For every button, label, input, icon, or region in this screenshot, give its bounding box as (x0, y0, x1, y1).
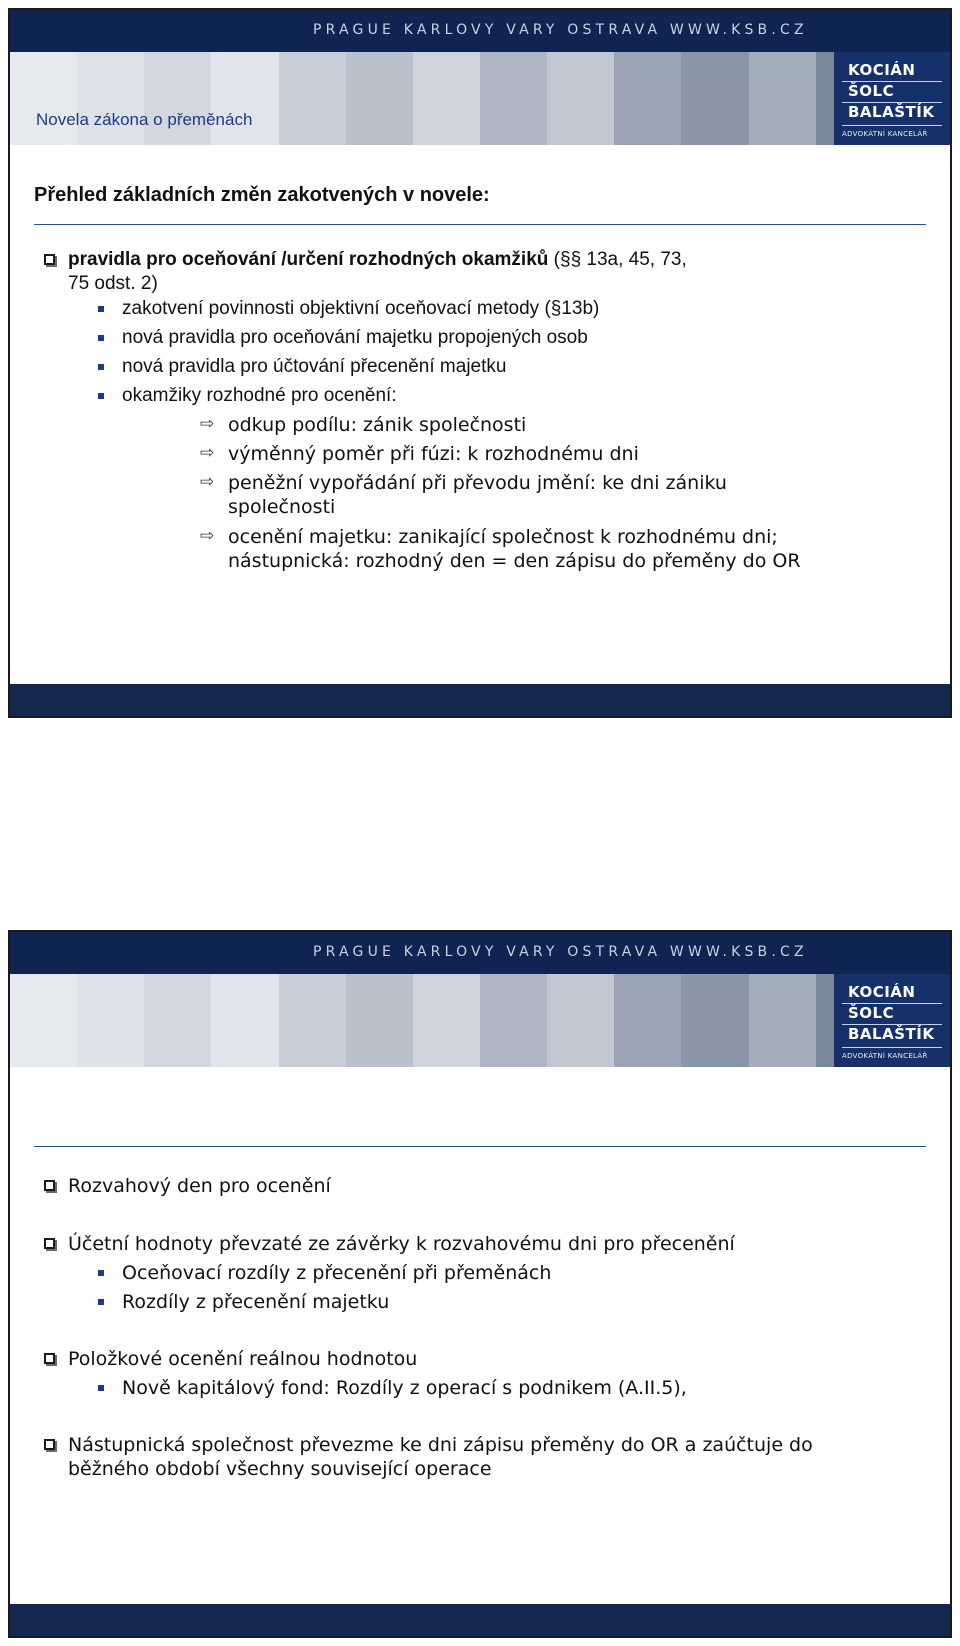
sub-item: nová pravidla pro účtování přecenění majetku (122, 356, 507, 377)
checkbox-bullet-icon (44, 1238, 55, 1249)
square-bullet-icon (98, 335, 104, 341)
logo-line-3: BALAŠTÍK (848, 103, 935, 121)
banner-stripes (10, 974, 950, 1067)
sub-item: Nově kapitálový fond: Rozdíly z operací s podnikem (A.II.5), (122, 1377, 687, 1399)
main-bullet-cont: 75 odst. 2) (68, 273, 158, 294)
checkbox-bullet-icon (44, 1439, 55, 1450)
sub-item: Rozdíly z přecenění majetku (122, 1291, 390, 1313)
header-banner (10, 932, 950, 1067)
arrow-bullet-icon: ⇨ (200, 472, 215, 492)
main-bullet-rest: (§§ 13a, 45, 73, (548, 249, 687, 270)
logo-divider (842, 125, 942, 126)
firm-logo (834, 974, 950, 1067)
top-bar (10, 10, 950, 52)
checkbox-bullet-icon (44, 1180, 55, 1191)
list-item-cont: běžného období všechny související operace (68, 1458, 492, 1480)
cities-text: PRAGUE KARLOVY VARY OSTRAVA WWW.KSB.CZ (313, 22, 808, 38)
square-bullet-icon (98, 1270, 104, 1276)
list-item: Položkové ocenění reálnou hodnotou (68, 1348, 418, 1370)
sub-item: nová pravidla pro oceňování majetku propojených osob (122, 327, 588, 348)
arrow-bullet-icon: ⇨ (200, 443, 215, 463)
list-item: Účetní hodnoty převzaté ze závěrky k rozvahovému dni pro přecenění (68, 1233, 735, 1255)
logo-line-2: ŠOLC (848, 82, 895, 100)
sub-item: zakotvení povinnosti objektivní oceňovací metody (§13b) (122, 298, 600, 319)
square-bullet-icon (98, 1385, 104, 1391)
list-item: Nástupnická společnost převezme ke dni zápisu přeměny do OR a zaúčtuje do (68, 1434, 813, 1456)
logo-subtitle: ADVOKÁTNÍ KANCELÁŘ (842, 130, 928, 138)
checkbox-bullet-icon (44, 1353, 55, 1364)
top-bar (10, 932, 950, 974)
arrow-bullet-icon: ⇨ (200, 414, 215, 434)
footer-bar (10, 1604, 950, 1636)
logo-subtitle: ADVOKÁTNÍ KANCELÁŘ (842, 1052, 928, 1060)
heading-rule (34, 224, 926, 225)
arrow-item: peněžní vypořádání při převodu jmění: ke dni zániku (228, 472, 727, 494)
heading-rule (34, 1146, 926, 1147)
main-bullet-bold: pravidla pro oceňování /určení rozhodných okamžiků (68, 249, 549, 270)
banner-stripes (10, 52, 950, 145)
logo-line-3: BALAŠTÍK (848, 1025, 935, 1043)
arrow-item: ocenění majetku: zanikající společnost k rozhodnému dni; (228, 526, 778, 548)
list-item: Rozvahový den pro ocenění (68, 1175, 331, 1197)
logo-divider (842, 1047, 942, 1048)
arrow-bullet-icon: ⇨ (200, 526, 215, 546)
footer-bar (10, 684, 950, 716)
arrow-item: odkup podílu: zánik společnosti (228, 414, 527, 436)
checkbox-bullet-icon (44, 254, 55, 265)
header-banner (10, 10, 950, 145)
logo-line-1: KOCIÁN (848, 61, 916, 79)
sub-item: okamžiky rozhodné pro ocenění: (122, 385, 397, 406)
logo-line-1: KOCIÁN (848, 983, 916, 1001)
slide-title: Novela zákona o přeměnách (36, 110, 253, 129)
slide-1 (8, 8, 952, 718)
cities-text: PRAGUE KARLOVY VARY OSTRAVA WWW.KSB.CZ (313, 944, 808, 960)
slide-heading: Přehled základních změn zakotvených v novele: (34, 184, 490, 206)
logo-line-2: ŠOLC (848, 1004, 895, 1022)
square-bullet-icon (98, 306, 104, 312)
arrow-item-cont: nástupnická: rozhodný den = den zápisu do přeměny do OR (228, 550, 801, 572)
square-bullet-icon (98, 364, 104, 370)
arrow-item-cont: společnosti (228, 496, 336, 518)
square-bullet-icon (98, 393, 104, 399)
square-bullet-icon (98, 1299, 104, 1305)
arrow-item: výměnný poměr při fúzi: k rozhodnému dni (228, 443, 639, 465)
firm-logo (834, 52, 950, 145)
main-bullet-text (68, 248, 687, 272)
sub-item: Oceňovací rozdíly z přecenění při přeměnách (122, 1262, 552, 1284)
slide-2 (8, 930, 952, 1638)
